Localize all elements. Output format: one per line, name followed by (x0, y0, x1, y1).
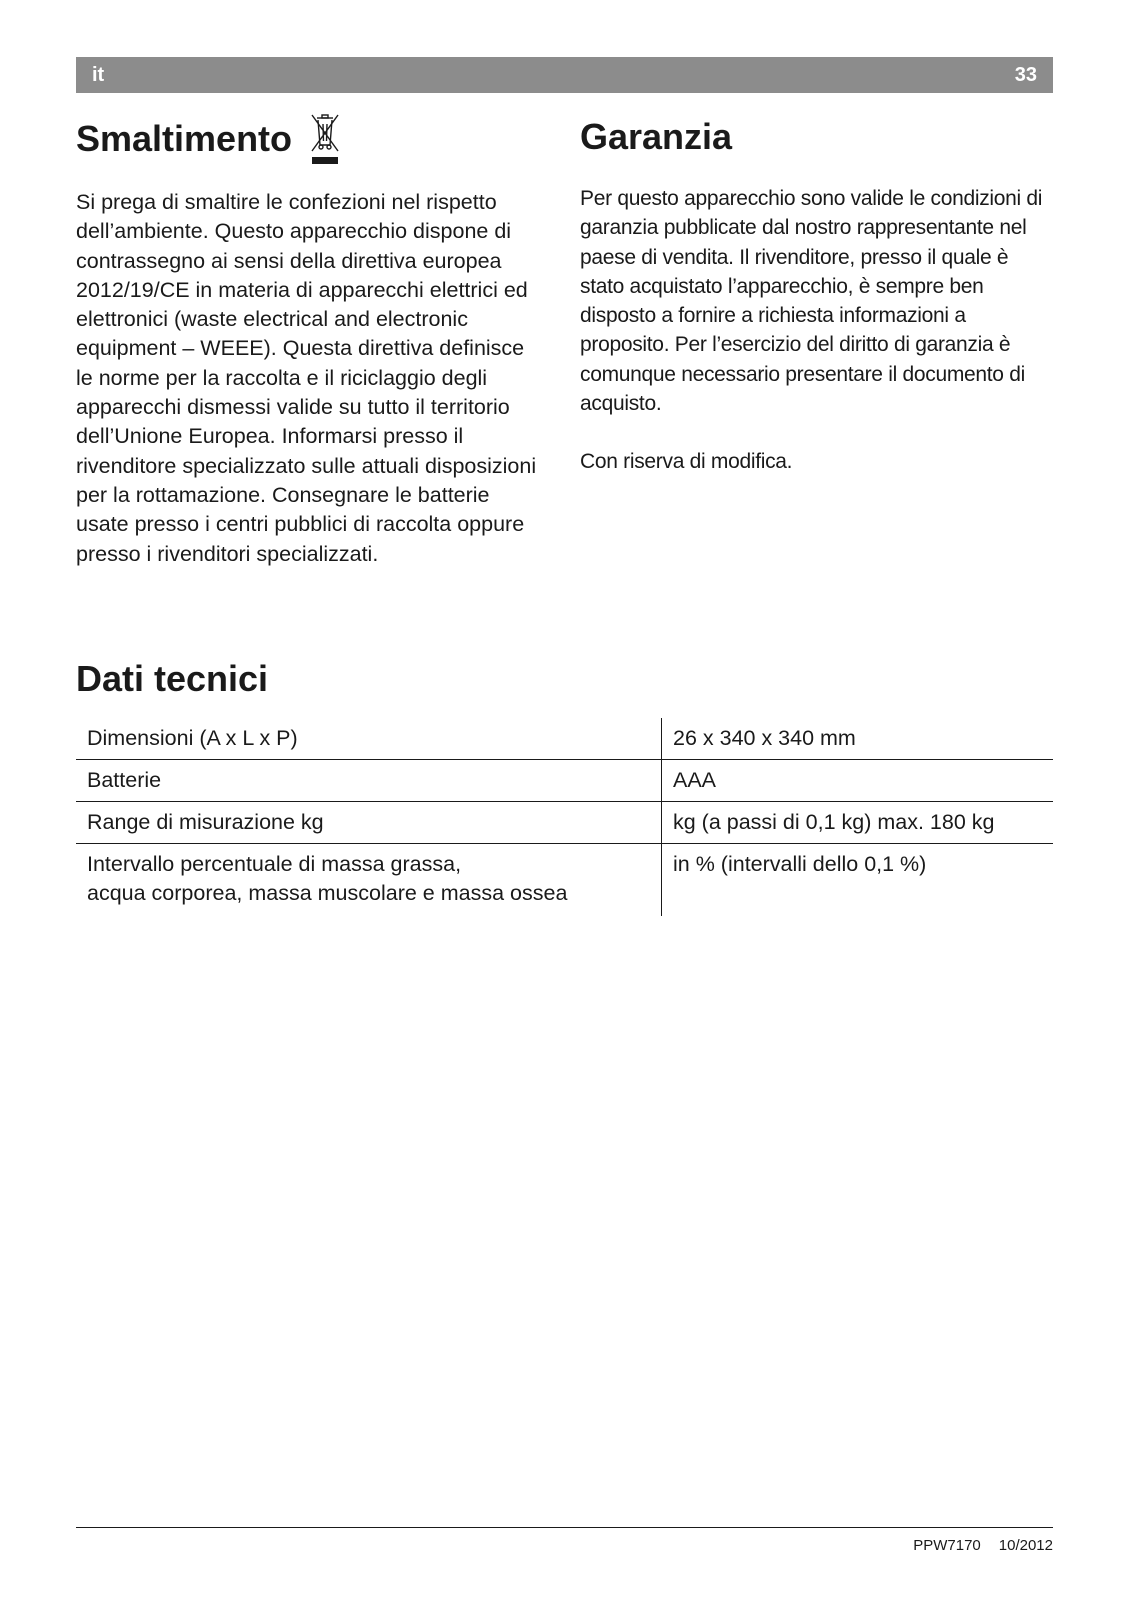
spec-value: in % (intervalli dello 0,1 %) (673, 852, 927, 876)
edition-date: 10/2012 (998, 1537, 1053, 1554)
spec-value: 26 x 340 x 340 mm (662, 718, 1054, 760)
tech-data-table (76, 718, 1053, 916)
tech-data-section (76, 654, 1053, 916)
warranty-note: Con riserva di modifica. (580, 450, 793, 474)
spec-value: AAA (662, 760, 1054, 802)
footer-divider (76, 1527, 1053, 1528)
spec-label: Batterie (76, 760, 662, 802)
tech-data-title: Dati tecnici (76, 658, 269, 699)
page-number: 33 (1014, 63, 1037, 86)
language-label: it (92, 63, 105, 86)
table-row (76, 802, 1053, 844)
disposal-heading (76, 112, 546, 166)
weee-crossed-bin-icon (308, 112, 342, 166)
spec-label-line: acqua corporea, massa muscolare e massa ossea (87, 881, 568, 905)
model-number: PPW7170 (913, 1537, 981, 1554)
spec-value: kg (a passi di 0,1 kg) max. 180 kg (662, 802, 1054, 844)
disposal-title: Smaltimento (76, 118, 293, 159)
table-row (76, 844, 1053, 917)
spec-label (76, 844, 662, 917)
spec-label-line: Intervallo percentuale di massa grassa, (87, 852, 462, 876)
warranty-paragraph: Per questo apparecchio sono valide le condizioni di garanzia pubblicate dal nostro rappresentante nel paese di vendita. Il rivenditore, presso il quale è stato acquistato l’apparecchio, è sempre ben disposto a fornire a richiesta informazioni a proposito. Per l’esercizio del diritto di garanzia è comunque necessario presentare il documento di acquisto. (580, 187, 1043, 416)
table-row (76, 718, 1053, 760)
warranty-title: Garanzia (580, 116, 733, 157)
spec-label: Range di misurazione kg (76, 802, 662, 844)
table-row (76, 760, 1053, 802)
disposal-section (76, 112, 546, 569)
disposal-paragraph: Si prega di smaltire le confezioni nel rispetto dell’ambiente. Questo apparecchio dispone di contrassegno ai sensi della direttiva europea 2012/19/CE in materia di apparecchi elettrici ed elettronici (waste electrical and electronic equipment – WEEE). Questa direttiva definisce le norme per la raccolta e il riciclaggio degli apparecchi dismessi valide su tutto il territorio dell’Unione Europea. Informarsi presso il rivenditore specializzato sulle attuali disposizioni per la rottamazione. Consegnare le batterie usate presso i centri pubblici di raccolta oppure presso i rivenditori specializzati. (76, 190, 537, 566)
warranty-section (580, 112, 1050, 477)
spec-label: Dimensioni (A x L x P) (76, 718, 662, 760)
footer (913, 1537, 1053, 1554)
page-header-bar (76, 57, 1053, 93)
